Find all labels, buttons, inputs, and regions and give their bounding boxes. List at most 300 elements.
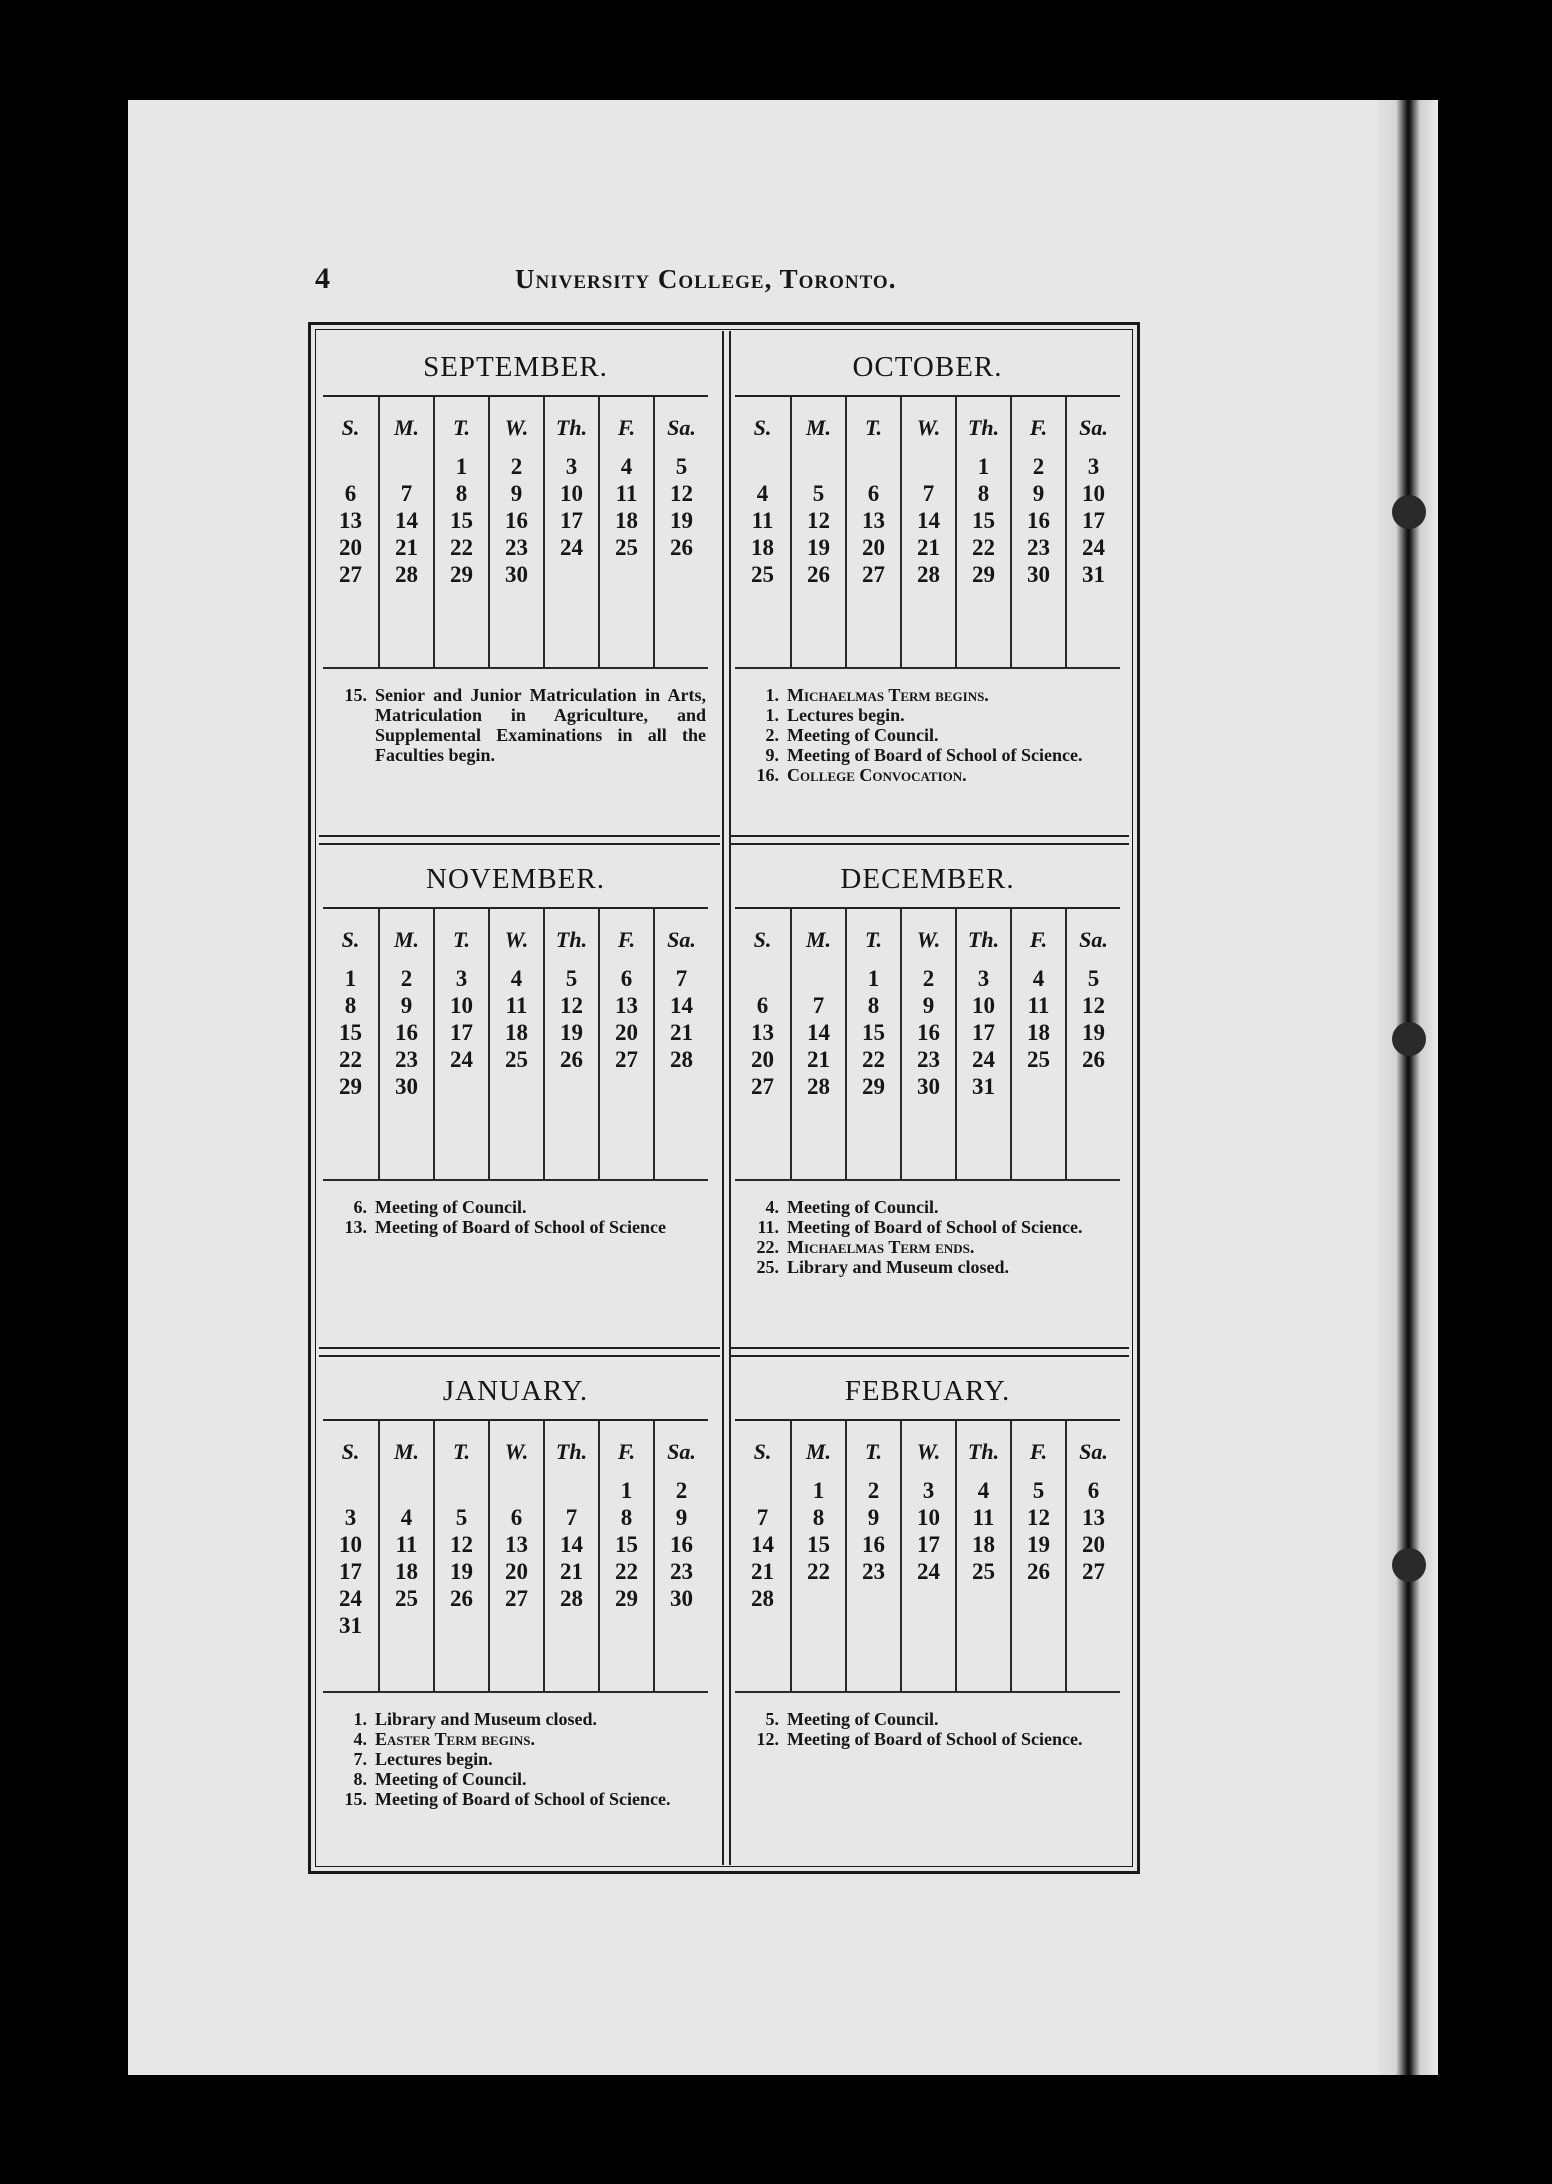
day-number xyxy=(545,561,598,588)
center-divider xyxy=(722,331,731,1865)
day-number: 3 xyxy=(1087,454,1100,479)
day-number: 3 xyxy=(922,1478,935,1503)
day-number xyxy=(380,453,433,480)
day-number: 17 xyxy=(1082,508,1105,533)
weekday-header: Sa. xyxy=(1079,1439,1108,1464)
day-number: 4 xyxy=(756,481,769,506)
weekday-column xyxy=(790,1421,845,1691)
day-number: 15 xyxy=(450,508,473,533)
day-number: 18 xyxy=(615,508,638,533)
events-list xyxy=(319,1693,712,1829)
day-list xyxy=(655,1469,708,1639)
binding-stitch-mark xyxy=(1392,1548,1426,1582)
event-text: Meeting of Council. xyxy=(375,1197,527,1217)
event-day: 2. xyxy=(765,725,779,745)
weekday-column xyxy=(1010,1421,1065,1691)
day-number: 4 xyxy=(510,966,523,991)
weekday-header: Sa. xyxy=(667,415,696,440)
day-number: 26 xyxy=(560,1047,583,1072)
day-number: 29 xyxy=(862,1074,885,1099)
day-list xyxy=(545,445,598,588)
events-list xyxy=(731,1181,1124,1317)
weekday-column xyxy=(598,397,653,667)
day-number: 25 xyxy=(615,535,638,560)
calendar-grid xyxy=(323,1421,708,1691)
event-day: 12. xyxy=(756,1729,779,1749)
weekday-column xyxy=(790,397,845,667)
day-number: 10 xyxy=(1082,481,1105,506)
day-number: 19 xyxy=(670,508,693,533)
day-list xyxy=(655,445,708,588)
day-number xyxy=(735,453,790,480)
day-number: 7 xyxy=(565,1505,578,1530)
day-number xyxy=(1067,1585,1120,1612)
day-number: 20 xyxy=(1082,1532,1105,1557)
day-number: 24 xyxy=(339,1586,362,1611)
day-number xyxy=(902,453,955,480)
day-number: 30 xyxy=(917,1074,940,1099)
calendar-grid xyxy=(323,909,708,1179)
day-number: 5 xyxy=(1032,1478,1045,1503)
day-number xyxy=(545,1073,598,1100)
month-block-january xyxy=(319,1357,712,1829)
weekday-header: T. xyxy=(865,415,882,440)
day-number xyxy=(1067,1073,1120,1100)
day-number: 21 xyxy=(670,1020,693,1045)
day-number: 24 xyxy=(972,1047,995,1072)
day-list xyxy=(847,1469,900,1612)
day-number: 14 xyxy=(807,1020,830,1045)
day-number: 9 xyxy=(400,993,413,1018)
day-list xyxy=(1067,1469,1120,1612)
weekday-header: S. xyxy=(341,927,360,952)
day-number: 29 xyxy=(972,562,995,587)
event-item xyxy=(329,1749,706,1769)
weekday-header: Th. xyxy=(555,927,588,952)
day-number: 9 xyxy=(922,993,935,1018)
weekday-column xyxy=(598,909,653,1179)
day-number: 8 xyxy=(344,993,357,1018)
day-number: 7 xyxy=(922,481,935,506)
day-number: 4 xyxy=(400,1505,413,1530)
day-number: 3 xyxy=(344,1505,357,1530)
event-day: 13. xyxy=(344,1217,367,1237)
day-number: 27 xyxy=(862,562,885,587)
weekday-header: F. xyxy=(617,415,636,440)
day-number: 18 xyxy=(505,1020,528,1045)
weekday-column xyxy=(323,397,378,667)
day-number: 24 xyxy=(450,1047,473,1072)
calendar-grid xyxy=(735,1421,1120,1691)
day-list xyxy=(957,445,1010,588)
day-number: 3 xyxy=(977,966,990,991)
events-list xyxy=(319,669,712,805)
event-item xyxy=(329,1709,706,1729)
day-number: 9 xyxy=(675,1505,688,1530)
day-number: 9 xyxy=(1032,481,1045,506)
weekday-column xyxy=(433,397,488,667)
weekday-column xyxy=(323,909,378,1179)
weekday-column xyxy=(735,1421,790,1691)
weekday-header: Th. xyxy=(555,1439,588,1464)
day-number: 27 xyxy=(1082,1559,1105,1584)
event-item xyxy=(329,1729,706,1749)
day-number: 15 xyxy=(339,1020,362,1045)
day-number: 5 xyxy=(1087,966,1100,991)
day-number: 4 xyxy=(620,454,633,479)
weekday-header: T. xyxy=(453,415,470,440)
day-number: 12 xyxy=(1082,993,1105,1018)
day-number: 17 xyxy=(450,1020,473,1045)
day-list xyxy=(847,957,900,1100)
day-number: 13 xyxy=(339,508,362,533)
day-list xyxy=(435,1469,488,1639)
event-item xyxy=(329,1217,706,1237)
day-number: 19 xyxy=(450,1559,473,1584)
day-number: 9 xyxy=(510,481,523,506)
day-number: 10 xyxy=(450,993,473,1018)
weekday-header: Th. xyxy=(967,927,1000,952)
day-number: 2 xyxy=(867,1478,880,1503)
event-item xyxy=(741,705,1118,725)
day-number: 11 xyxy=(395,1532,418,1557)
day-number: 30 xyxy=(505,562,528,587)
month-title: DECEMBER. xyxy=(840,863,1015,895)
day-list xyxy=(792,957,845,1100)
day-list xyxy=(380,445,433,588)
page-header xyxy=(315,262,955,302)
weekday-header: W. xyxy=(504,1439,529,1464)
weekday-column xyxy=(543,909,598,1179)
day-number xyxy=(1012,1073,1065,1100)
day-number: 17 xyxy=(560,508,583,533)
weekday-column xyxy=(543,397,598,667)
weekday-column xyxy=(653,397,708,667)
day-number: 18 xyxy=(751,535,774,560)
day-number xyxy=(490,1477,543,1504)
day-number xyxy=(655,561,708,588)
day-list xyxy=(1012,1469,1065,1612)
weekday-column xyxy=(433,909,488,1179)
day-number xyxy=(847,1585,900,1612)
day-number: 21 xyxy=(395,535,418,560)
page-number: 4 xyxy=(315,262,330,295)
day-number xyxy=(323,453,378,480)
day-number: 31 xyxy=(972,1074,995,1099)
day-list xyxy=(435,957,488,1100)
day-list xyxy=(323,957,378,1100)
day-list xyxy=(323,445,378,588)
day-number xyxy=(735,965,790,992)
weekday-header: S. xyxy=(753,415,772,440)
day-number xyxy=(957,1585,1010,1612)
day-list xyxy=(1067,957,1120,1100)
weekday-column xyxy=(653,1421,708,1691)
day-number: 1 xyxy=(812,1478,825,1503)
day-number: 7 xyxy=(812,993,825,1018)
event-item xyxy=(741,1197,1118,1217)
day-list xyxy=(490,445,543,588)
day-number: 2 xyxy=(510,454,523,479)
day-number: 1 xyxy=(344,966,357,991)
month-block-november xyxy=(319,845,712,1317)
day-number: 14 xyxy=(670,993,693,1018)
event-day: 15. xyxy=(344,1789,367,1809)
weekday-header: W. xyxy=(504,927,529,952)
weekday-header: T. xyxy=(865,1439,882,1464)
day-number: 12 xyxy=(670,481,693,506)
calendar-grid xyxy=(323,397,708,667)
day-number: 23 xyxy=(505,535,528,560)
day-number: 11 xyxy=(972,1505,995,1530)
day-number: 30 xyxy=(1027,562,1050,587)
day-number: 27 xyxy=(615,1047,638,1072)
day-number: 29 xyxy=(450,562,473,587)
weekday-header: M. xyxy=(805,927,832,952)
day-number: 26 xyxy=(1027,1559,1050,1584)
day-list xyxy=(902,445,955,588)
day-number: 13 xyxy=(1082,1505,1105,1530)
day-number: 24 xyxy=(560,535,583,560)
day-number: 13 xyxy=(751,1020,774,1045)
day-number: 29 xyxy=(615,1586,638,1611)
day-number: 14 xyxy=(395,508,418,533)
day-list xyxy=(1067,445,1120,588)
weekday-column xyxy=(1065,397,1120,667)
day-number: 20 xyxy=(615,1020,638,1045)
day-number xyxy=(380,1612,433,1639)
day-number: 22 xyxy=(972,535,995,560)
day-number: 10 xyxy=(917,1505,940,1530)
weekday-column xyxy=(1065,909,1120,1179)
day-number xyxy=(380,1477,433,1504)
day-number xyxy=(323,1477,378,1504)
day-list xyxy=(957,1469,1010,1612)
month-title: SEPTEMBER. xyxy=(423,351,608,383)
weekday-column xyxy=(955,1421,1010,1691)
day-number: 20 xyxy=(505,1559,528,1584)
day-number xyxy=(792,1585,845,1612)
weekday-column xyxy=(488,909,543,1179)
event-day: 4. xyxy=(353,1729,367,1749)
calendar-grid xyxy=(735,397,1120,667)
binding-stitch-mark xyxy=(1392,1022,1426,1056)
event-item xyxy=(741,1217,1118,1237)
day-number: 21 xyxy=(807,1047,830,1072)
weekday-header: M. xyxy=(393,1439,420,1464)
day-number: 28 xyxy=(751,1586,774,1611)
day-number xyxy=(792,965,845,992)
event-day: 9. xyxy=(765,745,779,765)
day-number: 27 xyxy=(505,1586,528,1611)
weekday-header: M. xyxy=(393,415,420,440)
event-text: Meeting of Board of School of Science. xyxy=(787,1217,1083,1237)
weekday-column xyxy=(845,909,900,1179)
day-number: 6 xyxy=(344,481,357,506)
day-list xyxy=(902,957,955,1100)
day-number: 11 xyxy=(615,481,638,506)
day-number: 26 xyxy=(450,1586,473,1611)
day-number: 27 xyxy=(339,562,362,587)
day-number: 12 xyxy=(560,993,583,1018)
event-text: Meeting of Council. xyxy=(787,1197,939,1217)
day-number: 19 xyxy=(1082,1020,1105,1045)
day-list xyxy=(792,445,845,588)
day-number: 1 xyxy=(977,454,990,479)
event-item xyxy=(741,745,1118,765)
day-number: 19 xyxy=(560,1020,583,1045)
weekday-header: T. xyxy=(453,1439,470,1464)
event-item xyxy=(741,685,1118,705)
weekday-header: W. xyxy=(916,1439,941,1464)
day-list xyxy=(735,445,790,588)
weekday-column xyxy=(1010,397,1065,667)
day-number: 8 xyxy=(977,481,990,506)
weekday-column xyxy=(735,397,790,667)
day-number: 15 xyxy=(862,1020,885,1045)
day-number: 30 xyxy=(395,1074,418,1099)
day-number: 16 xyxy=(862,1532,885,1557)
day-number: 25 xyxy=(505,1047,528,1072)
month-title: NOVEMBER. xyxy=(426,863,605,895)
day-number xyxy=(902,1585,955,1612)
weekday-column xyxy=(845,1421,900,1691)
day-number: 4 xyxy=(977,1478,990,1503)
weekday-column xyxy=(845,397,900,667)
day-number: 10 xyxy=(339,1532,362,1557)
day-number: 2 xyxy=(400,966,413,991)
weekday-header: F. xyxy=(617,1439,636,1464)
day-number: 10 xyxy=(560,481,583,506)
day-number xyxy=(490,1073,543,1100)
day-number: 23 xyxy=(1027,535,1050,560)
weekday-header: T. xyxy=(865,927,882,952)
weekday-header: Th. xyxy=(967,1439,1000,1464)
weekday-column xyxy=(653,909,708,1179)
event-text: Meeting of Council. xyxy=(787,1709,939,1729)
day-number: 28 xyxy=(560,1586,583,1611)
day-number: 23 xyxy=(395,1047,418,1072)
day-number: 16 xyxy=(395,1020,418,1045)
day-number xyxy=(735,1477,790,1504)
weekday-column xyxy=(900,1421,955,1691)
weekday-header: S. xyxy=(341,1439,360,1464)
weekday-header: F. xyxy=(1029,415,1048,440)
day-number xyxy=(435,1073,488,1100)
weekday-header: Sa. xyxy=(667,1439,696,1464)
weekday-column xyxy=(433,1421,488,1691)
month-title: FEBRUARY. xyxy=(844,1375,1011,1407)
day-number: 20 xyxy=(751,1047,774,1072)
day-number: 31 xyxy=(339,1613,362,1638)
event-item xyxy=(329,1197,706,1217)
day-number: 19 xyxy=(807,535,830,560)
day-number: 27 xyxy=(751,1074,774,1099)
weekday-column xyxy=(900,397,955,667)
events-list xyxy=(731,1693,1124,1829)
weekday-column xyxy=(543,1421,598,1691)
day-list xyxy=(847,445,900,588)
event-day: 7. xyxy=(353,1749,367,1769)
day-number: 21 xyxy=(917,535,940,560)
weekday-header: F. xyxy=(617,927,636,952)
event-day: 5. xyxy=(765,1709,779,1729)
day-number xyxy=(792,453,845,480)
event-text: College Convocation. xyxy=(787,765,967,785)
event-day: 6. xyxy=(353,1197,367,1217)
weekday-column xyxy=(1065,1421,1120,1691)
day-number xyxy=(545,1612,598,1639)
month-title: OCTOBER. xyxy=(852,351,1003,383)
day-number: 6 xyxy=(867,481,880,506)
event-item xyxy=(329,1789,706,1809)
day-number: 20 xyxy=(862,535,885,560)
event-day: 11. xyxy=(757,1217,779,1237)
day-number: 26 xyxy=(807,562,830,587)
weekday-column xyxy=(1010,909,1065,1179)
weekday-header: F. xyxy=(1029,1439,1048,1464)
day-number: 24 xyxy=(1082,535,1105,560)
day-number: 25 xyxy=(1027,1047,1050,1072)
weekday-header: S. xyxy=(753,1439,772,1464)
day-number: 8 xyxy=(867,993,880,1018)
month-block-december xyxy=(731,845,1124,1317)
day-list xyxy=(655,957,708,1100)
weekday-column xyxy=(488,1421,543,1691)
weekday-column xyxy=(598,1421,653,1691)
event-text: Michaelmas Term begins. xyxy=(787,685,989,705)
day-list xyxy=(490,957,543,1100)
day-number: 22 xyxy=(450,535,473,560)
day-number: 23 xyxy=(862,1559,885,1584)
day-number: 6 xyxy=(510,1505,523,1530)
day-number: 14 xyxy=(560,1532,583,1557)
day-list xyxy=(902,1469,955,1612)
day-number: 12 xyxy=(450,1532,473,1557)
day-list xyxy=(435,445,488,588)
day-list xyxy=(735,1469,790,1612)
weekday-header: Th. xyxy=(967,415,1000,440)
day-number: 22 xyxy=(615,1559,638,1584)
day-number: 6 xyxy=(756,993,769,1018)
day-number: 17 xyxy=(917,1532,940,1557)
day-number: 1 xyxy=(620,1478,633,1503)
day-number: 13 xyxy=(615,993,638,1018)
day-number xyxy=(490,1612,543,1639)
day-number: 12 xyxy=(1027,1505,1050,1530)
day-number: 5 xyxy=(812,481,825,506)
event-text: Meeting of Council. xyxy=(787,725,939,745)
event-text: Senior and Junior Matriculation in Arts, Matriculation in Agriculture, and Supplemental Examinations in all the Faculties begin. xyxy=(375,685,706,765)
weekday-column xyxy=(378,397,433,667)
day-number: 26 xyxy=(670,535,693,560)
day-number: 24 xyxy=(917,1559,940,1584)
section-separator xyxy=(319,1347,720,1357)
day-number: 21 xyxy=(560,1559,583,1584)
day-number: 5 xyxy=(565,966,578,991)
event-text: Meeting of Board of School of Science. xyxy=(787,745,1083,765)
day-number: 25 xyxy=(751,562,774,587)
weekday-header: W. xyxy=(916,415,941,440)
day-number xyxy=(655,1073,708,1100)
day-number: 4 xyxy=(1032,966,1045,991)
day-number: 17 xyxy=(972,1020,995,1045)
calendar-frame xyxy=(308,322,1140,1874)
page-title: University College, Toronto. xyxy=(515,264,897,294)
event-item xyxy=(741,1709,1118,1729)
day-number xyxy=(655,1612,708,1639)
event-item xyxy=(741,1729,1118,1749)
